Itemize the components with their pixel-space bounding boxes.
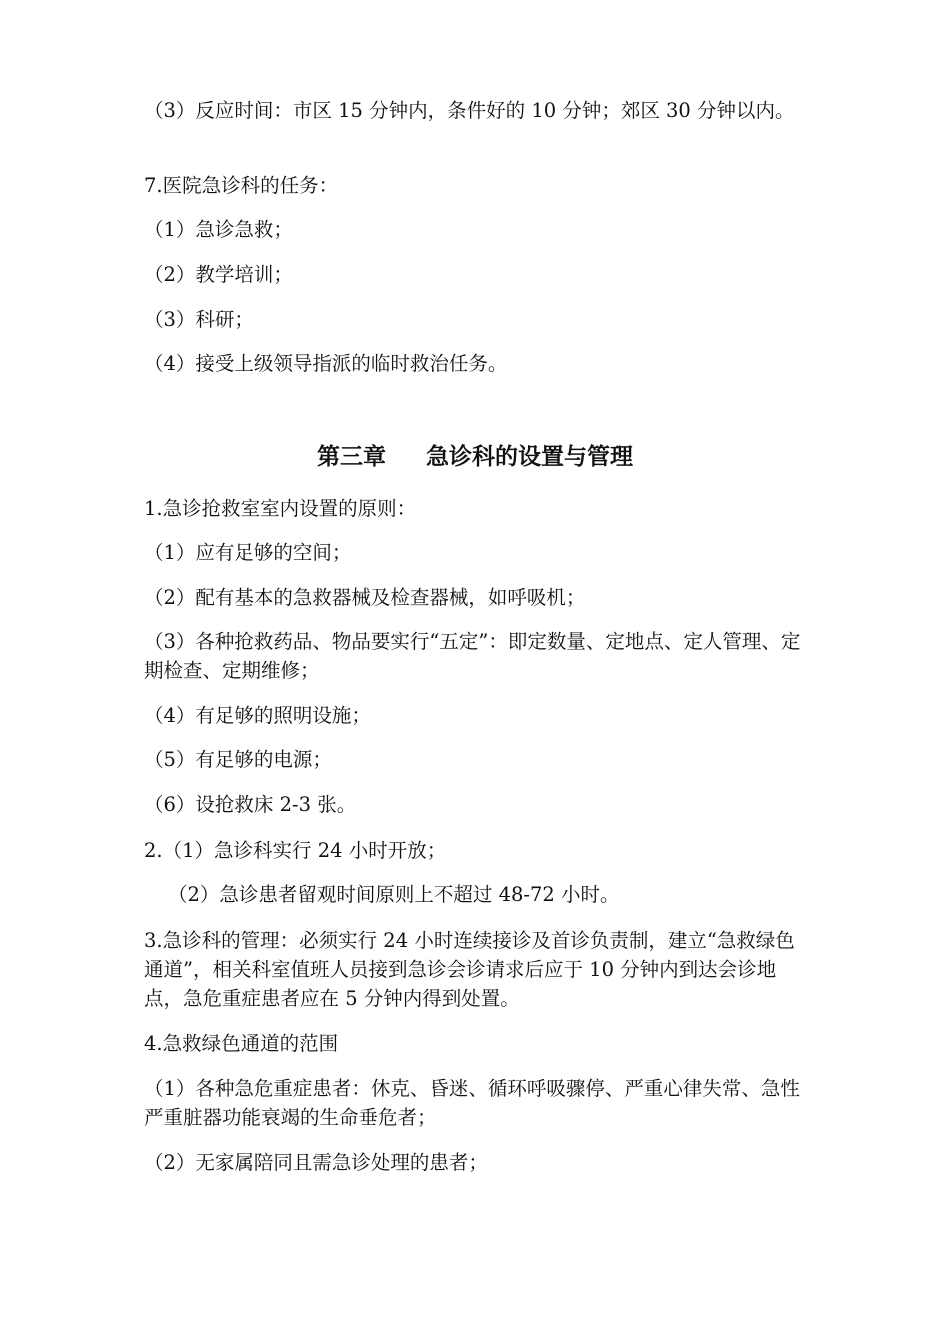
chapter-title: 急诊科的设置与管理 — [426, 444, 633, 470]
list-item-principle-5: （5）有足够的电源； — [144, 748, 332, 771]
list-item-principle-1: （1）应有足够的空间； — [144, 541, 352, 564]
list-item-principle-4: （4）有足够的照明设施； — [144, 704, 371, 727]
chapter-number: 第三章 — [317, 444, 386, 470]
list-item-principle-2: （2）配有基本的急救器械及检查器械，如呼吸机； — [144, 586, 586, 609]
list-item-task-1: （1）急诊急救； — [144, 218, 293, 241]
paragraph-section-4-heading: 4.急救绿色通道的范围 — [144, 1032, 339, 1055]
list-item-scope-1: （1）各种急危重症患者：休克、昏迷、循环呼吸骤停、严重心律失常、急性严重脏器功能衰竭的生命垂危者； — [144, 1077, 800, 1129]
list-item-scope-2: （2）无家属陪同且需急诊处理的患者； — [144, 1151, 488, 1174]
list-item-task-3: （3）科研； — [144, 308, 254, 331]
paragraph-section-3-management: 3.急诊科的管理：必须实行 24 小时连续接诊及首诊负责制，建立“急救绿色通道”，相关科室值班人员接到急诊会诊请求后应于 10 分钟内到达会诊地点，急危重症患者应在 5 分钟内得到处置。 — [144, 929, 795, 1010]
paragraph-section-1-heading: 1.急诊抢救室室内设置的原则： — [144, 497, 417, 520]
list-item-task-4: （4）接受上级领导指派的临时救治任务。 — [144, 352, 508, 375]
chapter-heading — [0, 442, 950, 472]
list-item-principle-3: （3）各种抢救药品、物品要实行“五定”：即定数量、定地点、定人管理、定期检查、定期维修； — [144, 630, 801, 682]
paragraph-section-2-item-2: （2）急诊患者留观时间原则上不超过 48-72 小时。 — [168, 883, 620, 906]
list-item-principle-6: （6）设抢救床 2-3 张。 — [144, 793, 357, 816]
paragraph-section-2-item-1: 2.（1）急诊科实行 24 小时开放； — [144, 839, 447, 862]
paragraph-section-7-heading: 7.医院急诊科的任务： — [144, 174, 339, 197]
paragraph-response-time: （3）反应时间：市区 15 分钟内，条件好的 10 分钟；郊区 30 分钟以内。 — [144, 99, 795, 122]
list-item-task-2: （2）教学培训； — [144, 263, 293, 286]
